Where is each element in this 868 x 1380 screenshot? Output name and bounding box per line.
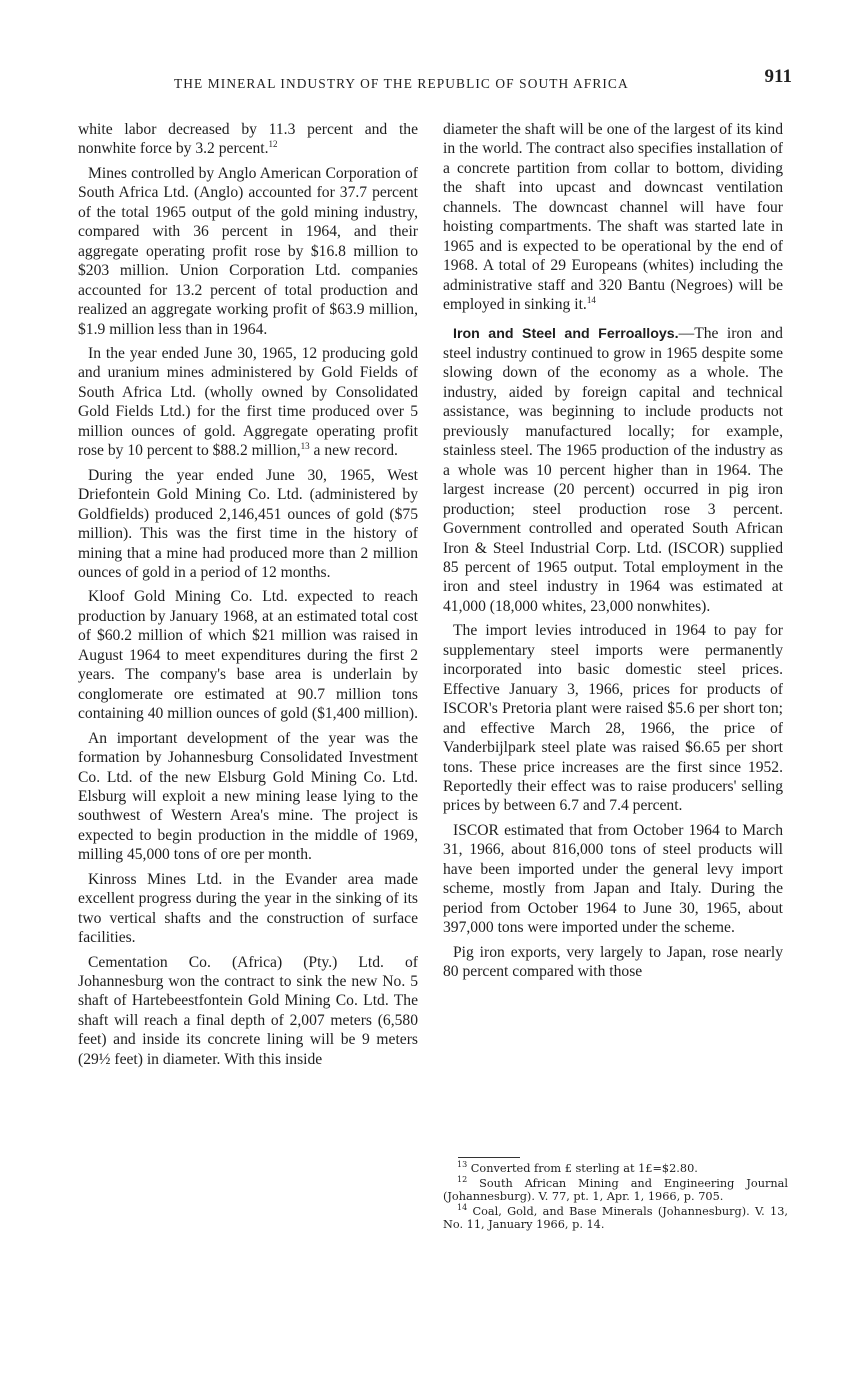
footnote-ref: 13 <box>300 441 310 452</box>
paragraph: ISCOR estimated that from October 1964 to March 31, 1966, about 816,000 tons of steel products will have been imported under the general levy import scheme, mostly from Japan and Italy. During the period from October 1964 to June 30, 1965, about 397,000 tons were imported under the scheme. <box>443 821 783 937</box>
paragraph: Mines controlled by Anglo American Corporation of South Africa Ltd. (Anglo) accounted for 37.7 percent of the total 1965 output of the gold mining industry, compared with 36 percent in 1964, and their aggregate operating profit rose by $16.8 million to $203 million. Union Corporation Ltd. companies accounted for 13.2 percent of total production and realized an aggregate working profit of $63.9 million, $1.9 million less than in 1964. <box>78 164 418 338</box>
footnote-mark: 14 <box>457 1203 468 1213</box>
paragraph: An important development of the year was the formation by Johannesburg Consolidated Investment Co. Ltd. of the new Elsburg Gold Mining Co. Ltd. Elsburg will exploit a new mining lease lying to the southwest of Western Area's mine. The project is expected to begin production in the middle of 1969, milling 45,000 tons of ore per month. <box>78 729 418 864</box>
page-number: 911 <box>764 66 792 87</box>
paragraph-text: white labor decreased by 11.3 percent and the nonwhite force by 3.2 percent. <box>78 121 418 158</box>
paragraph-text: diameter the shaft will be one of the largest of its kind in the world. The contract also specifies installation of a concrete partition from collar to bottom, dividing the shaft into upcast and downcast ventilation channels. The downcast channel will have four hoisting compartments. The shaft was started late in 1965 and is expected to be operational by the end of 1968. A total of 29 Europeans (whites) including the administrative staff and 320 Bantu (Negroes) will be employed in sinking it. <box>443 121 783 314</box>
footnote <box>443 1162 788 1176</box>
paragraph: Cementation Co. (Africa) (Pty.) Ltd. of Johannesburg won the contract to sink the new No. 5 shaft of Hartebeestfontein Gold Mining Co. Ltd. The shaft will reach a final depth of 2,007 meters (6,580 feet) and inside its concrete lining will be 9 meters (29½ feet) in diameter. With this inside <box>78 953 418 1068</box>
paragraph: During the year ended June 30, 1965, West Driefontein Gold Mining Co. Ltd. (administered by Goldfields) produced 2,146,451 ounces of gold ($75 million). This was the first time in the history of mining that a mine had produced more than 2 million ounces of gold in a period of 12 months. <box>78 466 418 581</box>
section-heading: Iron and Steel and Ferroalloys. <box>453 325 679 342</box>
paragraph <box>443 120 783 315</box>
footnote <box>443 1174 788 1204</box>
paragraph: The import levies introduced in 1964 to pay for supplementary steel imports were permanently incorporated into basic domestic steel prices. Effective January 3, 1966, prices for products of ISCOR's Pretoria plant were raised $5.6 per short ton; and effective March 28, 1966, the price of Vanderbijlpark steel plate was raised $6.65 per short tons. These price increases are the first since 1952. Reportedly their effect was to raise producers' selling prices by between 6.7 and 7.4 percent. <box>443 622 783 815</box>
paragraph-text: a new record. <box>309 442 398 460</box>
paragraph-text: —The iron and steel industry continued to grow in 1965 despite some slowing down of the economy as a whole. The industry, aided by foreign capital and technical assistance, was beginning to include products not previously manufactured locally; for example, stainless steel. The 1965 production of the industry as a whole was 10 percent higher than in 1964. The largest increase (20 percent) occurred in pig iron production; steel production rose 3 percent. Government controlled and operated South African Iron & Steel Industrial Corp. Ltd. (ISCOR) supplied 85 percent of 1965 output. Total employment in the iron and steel industry in 1964 was estimated at 41,000 (18,000 whites, 23,000 nonwhites). <box>443 324 783 615</box>
footnote-mark: 12 <box>457 1174 468 1184</box>
paragraph <box>78 344 418 461</box>
footnote-ref: 12 <box>268 139 278 150</box>
running-head: THE MINERAL INDUSTRY OF THE REPUBLIC OF SOUTH AFRICA <box>174 76 629 91</box>
right-column <box>443 120 783 986</box>
paragraph: Pig iron exports, very largely to Japan, rose nearly 80 percent compared with those <box>443 943 783 981</box>
footnote-ref: 14 <box>586 294 596 305</box>
footnote-text: Converted from £ sterling at 1£=$2.80. <box>467 1162 698 1175</box>
paragraph <box>443 324 783 617</box>
paragraph: Kinross Mines Ltd. in the Evander area made excellent progress during the year in the sinking of its two vertical shafts and the construction of surface facilities. <box>78 870 418 947</box>
paragraph <box>78 120 418 159</box>
footnotes <box>443 1162 788 1233</box>
footnote-divider <box>458 1157 520 1158</box>
footnote-text: Coal, Gold, and Base Minerals (Johannesburg). V. 13, No. 11, January 1966, p. 14. <box>443 1204 788 1232</box>
footnote <box>443 1205 788 1232</box>
footnote-text: South African Mining and Engineering Journal (Johannesburg). V. 77, pt. 1, Apr. 1, 1966, p. 705. <box>443 1176 788 1204</box>
page-header <box>78 66 792 96</box>
left-column <box>78 120 418 1074</box>
paragraph-text: In the year ended June 30, 1965, 12 producing gold and uranium mines administered by Gold Fields of South Africa Ltd. (wholly owned by Consolidated Gold Fields Ltd.) for the first time produced over 5 million ounces of gold. Aggregate operating profit rose by 10 percent to $88.2 million, <box>78 344 418 460</box>
paragraph: Kloof Gold Mining Co. Ltd. expected to reach production by January 1968, at an estimated total cost of $60.2 million of which $21 million was raised in August 1964 to meet expenditures during the first 2 years. The company's base area is underlain by conglomerate ore estimated at 90.7 million tons containing 40 million ounces of gold ($1,400 million). <box>78 588 418 723</box>
footnote-mark: 13 <box>457 1160 468 1170</box>
